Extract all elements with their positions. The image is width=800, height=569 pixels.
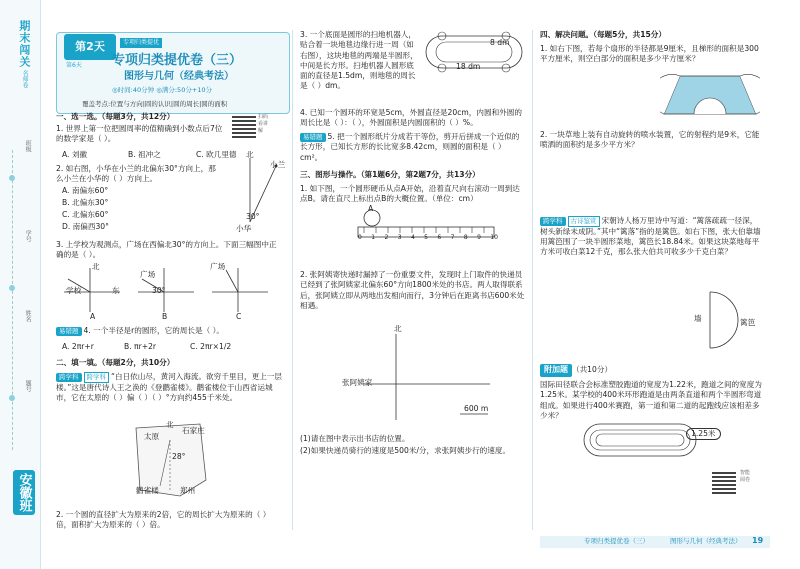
page-number: 19 — [752, 536, 764, 545]
map-label: 28° — [172, 452, 186, 461]
footer — [540, 536, 770, 548]
option-label-a: A — [90, 312, 96, 321]
track-label: 1.25米 — [686, 428, 721, 440]
diagram-label: 8 dm — [490, 38, 510, 47]
option: A. 刘徽 — [62, 150, 88, 159]
question-14-text: 宋朝诗人杨万里诗中写道：“篱落疏疏一径深，树头新绿未成阴。”其中“篱落”指的是篱笆。如右下图，张大伯靠墙用篱笆围了一块半圆形菜地，篱笆长18.84米。如果这块菜地每平方米可收白菜12千克，那么张大伯共可收多少千克白菜？ — [540, 216, 761, 257]
track-figure — [580, 420, 700, 460]
diagram-label: 张阿姨家 — [342, 378, 373, 387]
option-label-c: C — [236, 312, 242, 321]
option: C. 北偏东60° — [62, 210, 109, 219]
footer-right: 图形与几何（经典考法） — [670, 537, 742, 545]
qr-code-icon — [712, 470, 736, 494]
bonus-score: （共10分） — [572, 365, 613, 374]
tick: 4 — [410, 234, 415, 241]
diagram-label: 18 dm — [456, 62, 481, 71]
map-label: 鹳雀楼 — [136, 486, 159, 495]
diagram-label: 北 — [394, 324, 402, 333]
section-heading: 二、填一填。（每题2分，共10分） — [56, 358, 175, 367]
question-7: 3. 一个底面是圆形的扫地机器人，贴合着一块地毯边缘行进一周（如右图），这块地毯的两端是半圆形，中间是长方形。扫地机器人圆形底面的直径是1.5dm，则地毯的周长是（ ）dm。 — [300, 30, 418, 91]
tick: 3 — [397, 234, 402, 241]
qr-label: 智能阅卷 — [740, 470, 751, 483]
tick: 1 — [371, 234, 376, 241]
timing-info: ◎时间:40分钟 ◎满分:50分+10分 — [112, 86, 213, 94]
question-12: 1. 如右下图，若每个扇形的半径都是9厘米，且梯形的面积是300平方厘米，则空白部分的面积是多少平方厘米？ — [540, 44, 759, 64]
question-11: 2. 张阿姨寄快递时漏掉了一份重要文件，发现时上门取件的快递员已经到了张阿姨家北偏东60°方向1800米处的书店。两人取得联系后，张阿姨立即从两地出发相向而行，3分钟后在距离书店600米处相遇。 — [300, 270, 525, 310]
diagram-label: 600 m — [464, 404, 489, 413]
point-a-label: A — [368, 204, 374, 213]
diagram-label: 小华 — [236, 224, 252, 233]
option: C. 2πr×1/2 — [190, 342, 232, 351]
map-label: 太原 — [144, 432, 160, 441]
trapezoid-figure — [660, 72, 760, 118]
option-label-b: B — [162, 312, 168, 321]
bonus-header — [540, 364, 612, 377]
question-9-text: 5. 把一个圆形纸片分成若干等份，剪开后拼成一个近似的长方形，已知长方形的长比宽多8.42cm，则圆的面积是（ ）cm²。 — [300, 132, 520, 162]
question-4 — [56, 326, 282, 336]
day-badge: 第2天 — [64, 34, 116, 60]
page-subtitle: 图形与几何（经典考法） — [124, 71, 234, 82]
tick: 7 — [450, 234, 455, 241]
tag-easy-wrong: 易错题 — [300, 133, 326, 142]
field-class: 班级 — [24, 140, 32, 152]
option: D. 南偏西30° — [62, 222, 109, 231]
diagram-label: 30° — [246, 212, 260, 221]
topic-tag: 专项归类提优 — [120, 38, 162, 48]
diagram-label: 篱笆 — [740, 318, 756, 327]
tag-cross-subject: 跨学科 — [56, 373, 82, 382]
tag-easy-wrong: 易错题 — [56, 327, 82, 336]
diagram-label: 30° — [152, 286, 166, 295]
tick: 9 — [477, 234, 481, 241]
question-4-text: 4. 一个半径是r的圆形，它的周长是（ ）。 — [83, 326, 224, 335]
field-name: 姓名 — [24, 310, 32, 322]
question-5 — [56, 372, 282, 403]
question-10: 1. 如下图，一个圆形硬币从点A开始，沿着直尺向右滚动一周到达点B。请在直尺上标出点B的大概位置。（单位：cm） — [300, 184, 520, 204]
ruler-ticks — [358, 234, 498, 242]
section-heading: 四、解决问题。（每题5分，共15分） — [540, 30, 666, 39]
question-8: 4. 已知一个圆环的环宽是5cm，外圆直径是20cm，内圆和外圆的周长比是（ ）：（ ），外圆面积是内圆面积的（ ）%。 — [300, 108, 522, 128]
tag-poem: 古诗鉴赏 — [568, 216, 600, 227]
diagram-label: 广场 — [140, 270, 156, 279]
question-1: 1. 世界上第一位把圆周率的值精确到小数点后7位的数学家是（ ）。 — [56, 124, 223, 144]
question-6: 2. 一个圆的直径扩大为原来的2倍，它的周长扩大为原来的（ ）倍，面积扩大为原来的（ ）倍。 — [56, 510, 271, 530]
question-5-text: “白日依山尽，黄河入海流。欲穷千里目，更上一层楼。”这是唐代诗人王之涣的《登鹳雀楼》。鹳雀楼位于山西省运城市，它在太原的（ ）偏（ ）（ ）°方向约455千米处。 — [56, 372, 282, 403]
diagram-label: 学校 — [66, 286, 82, 295]
question-13: 2. 一块草地上装有自动旋转的喷水装置，它的射程约是9米，它能喷洒的面积约是多少平方米？ — [540, 130, 760, 150]
option: B. 祖冲之 — [128, 150, 161, 159]
tag-cross-subject: 跨学科 — [540, 217, 566, 226]
map-label: 郑州 — [180, 486, 196, 495]
bonus-question: 国际田径联合会标准塑胶跑道的宽度为1.22米，跑道之间的宽度为1.25米。某学校的400米环形跑道是由两条直道和两个半圆形弯道组成。如果进行400米赛跑，第一道和第二道的起跑线应该相差多少米？ — [540, 380, 762, 420]
tick: 5 — [424, 234, 428, 241]
page-title: 专项归类提优卷（三） — [112, 53, 243, 68]
map-label: 北 — [166, 420, 174, 429]
day-tag: 第6天 — [66, 62, 82, 69]
qr-code-icon — [232, 114, 256, 138]
question-14 — [540, 216, 762, 258]
footer-left: 专项归类提优卷（三） — [584, 537, 649, 545]
tick: 8 — [463, 234, 468, 241]
binding-dot — [9, 175, 15, 181]
question-3: 3. 上学校为观测点，广场在西偏北30°的方向上。下面三幅图中正确的是（ ）。 — [56, 240, 277, 260]
column-divider — [292, 30, 293, 530]
field-qnum: 题号 — [24, 380, 32, 392]
diagram-label: 墙 — [694, 314, 702, 323]
option: A. 南偏东60° — [62, 186, 109, 195]
diagram-label: 东 — [112, 286, 120, 295]
option: A. 2πr+r — [62, 342, 94, 351]
question-11-part1: (1)请在图中表示出书店的位置。 — [300, 434, 410, 443]
diagram-label: 小兰 — [270, 160, 286, 169]
question-2: 2. 如右图，小华在小兰的北偏东30°方向上，那么小兰在小华的（ ）方向上。 — [56, 164, 216, 184]
tick: 2 — [384, 234, 389, 241]
section-heading: 三、图形与操作。（第1题6分，第2题7分，共13分） — [300, 170, 480, 179]
cut-line — [12, 150, 13, 450]
sidebar-sub: 名师卷 — [21, 70, 29, 88]
semicircle-field — [700, 290, 740, 350]
question-11-part2: (2)如果快递员骑行的速度是500米/分，求张阿姨步行的速度。 — [300, 446, 511, 455]
diagram-label: 北 — [246, 150, 254, 159]
brand-logo: 安徽班 — [13, 470, 35, 515]
bonus-label: 附加题 — [540, 364, 572, 377]
section-heading: 一、选一选。（每题3分，共12分） — [56, 112, 175, 121]
question-9 — [300, 132, 526, 163]
diagram-label: 北 — [92, 262, 100, 271]
sidebar-title: 期末闯关 — [17, 20, 31, 68]
qr-label: 扫码看讲解 — [258, 114, 269, 134]
tag-cross-subject: 跨学科 — [84, 372, 110, 383]
diagram-label: 广场 — [210, 262, 226, 271]
binding-dot — [9, 285, 15, 291]
field-id: 学号 — [24, 230, 32, 242]
map-label: 石家庄 — [182, 426, 205, 435]
key-points: 覆盖考点:位置与方向|圆的认识|圆的周长|圆的面积 — [82, 100, 228, 108]
binding-dot — [9, 395, 15, 401]
tick: 0 — [358, 234, 362, 241]
option: B. 北偏东30° — [62, 198, 109, 207]
tick: 10 — [490, 234, 498, 241]
option: C. 欧几里德 — [196, 150, 237, 159]
option: B. πr+2r — [124, 342, 157, 351]
column-divider — [532, 30, 533, 530]
tick: 6 — [437, 234, 442, 241]
sidebar — [0, 0, 41, 569]
